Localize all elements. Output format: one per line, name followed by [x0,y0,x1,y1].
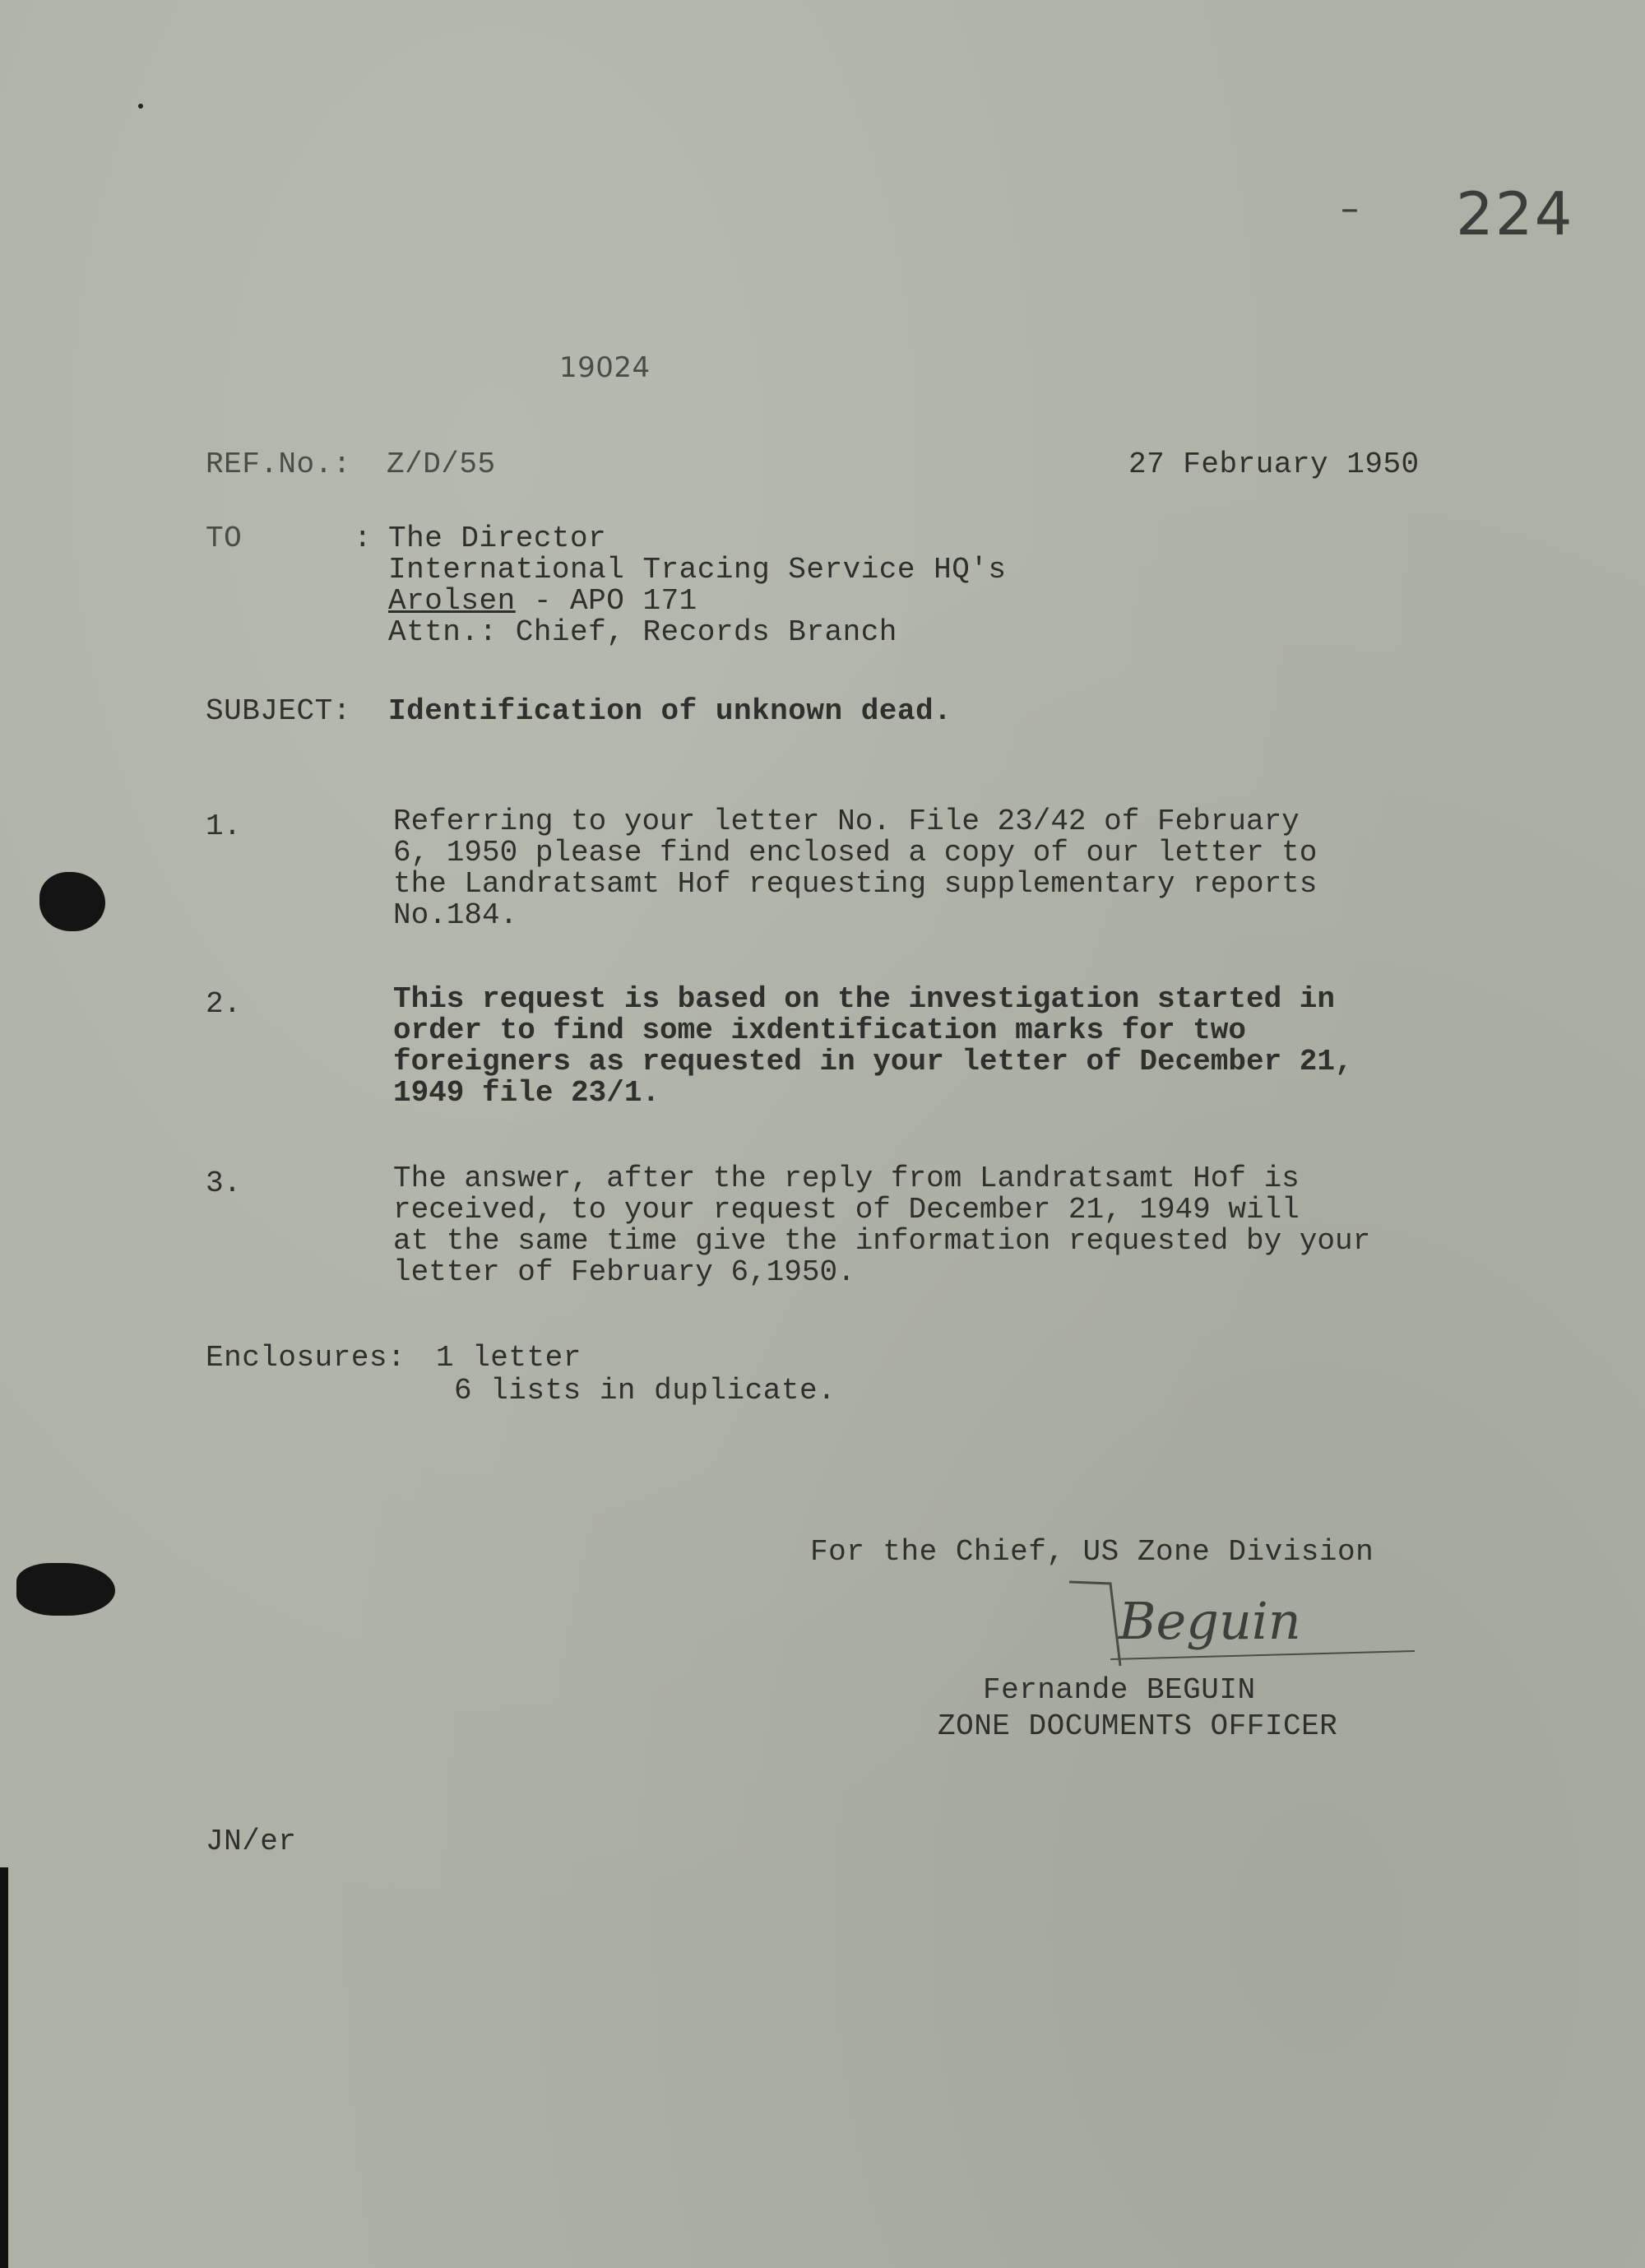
to-colon: : [354,522,373,555]
paragraph-line: 6, 1950 please find enclosed a copy of our letter to [393,836,1318,870]
paragraph-line: Referring to your letter No. File 23/42 of February [393,805,1300,838]
signatory-name: Fernande BEGUIN [983,1673,1256,1707]
punch-hole-bottom [16,1563,115,1616]
paragraph-2 [393,984,1545,1109]
paragraph-1 [393,806,1545,931]
to-label: TO [206,522,243,555]
addressee-line-2: International Tracing Service HQ's [388,553,1007,587]
paragraph-line: letter of February 6,1950. [393,1255,855,1289]
typist-initials: JN/er [206,1825,297,1858]
addressee-place: Arolsen [388,584,516,618]
handwritten-signature-text: Beguin [1119,1591,1301,1651]
file-number: 19024 [559,351,651,384]
paragraph-line: the Landratsamt Hof requesting supplementary reports [393,867,1318,901]
page-dash: – [1341,188,1359,230]
addressee-line-3 [388,586,697,617]
paragraph-line: foreigners as requested in your letter of December 21, [393,1045,1353,1078]
letter-date: 27 February 1950 [1128,448,1420,481]
paragraph-line: order to find some ixdentification marks for two [393,1013,1246,1047]
paragraph-number-3: 3. [206,1166,242,1200]
paragraph-3 [393,1163,1545,1288]
paragraph-number-1: 1. [206,809,242,843]
paragraph-line: The answer, after the reply from Landratsamt Hof is [393,1162,1300,1195]
signature-for-line: For the Chief, US Zone Division [810,1535,1374,1569]
enclosures-label: Enclosures: [206,1341,406,1375]
addressee-apo: - APO 171 [515,584,697,618]
scan-edge-shadow [0,1867,8,2268]
ref-value: Z/D/55 [387,448,496,481]
addressee-line-4: Attn.: Chief, Records Branch [388,615,897,649]
paragraph-number-2: 2. [206,987,242,1021]
paragraph-line: This request is based on the investigation started in [393,982,1335,1016]
addressee-line-1: The Director [388,522,607,555]
punch-hole-top [39,872,105,931]
ink-speck [138,104,143,109]
page-number: 224 [1456,179,1574,248]
ref-label: REF.No.: [206,448,351,481]
subject-label: SUBJECT: [206,694,351,728]
enclosure-item-2: 6 lists in duplicate. [454,1374,836,1408]
paragraph-line: received, to your request of December 21, 1949 will [393,1193,1300,1227]
enclosure-item-1: 1 letter [436,1341,582,1375]
subject-text: Identification of unknown dead. [388,694,952,728]
paragraph-line: No.184. [393,898,518,932]
signatory-title: ZONE DOCUMENTS OFFICER [938,1709,1338,1743]
paragraph-line: at the same time give the information requested by your [393,1224,1371,1258]
paragraph-line: 1949 file 23/1. [393,1076,660,1110]
